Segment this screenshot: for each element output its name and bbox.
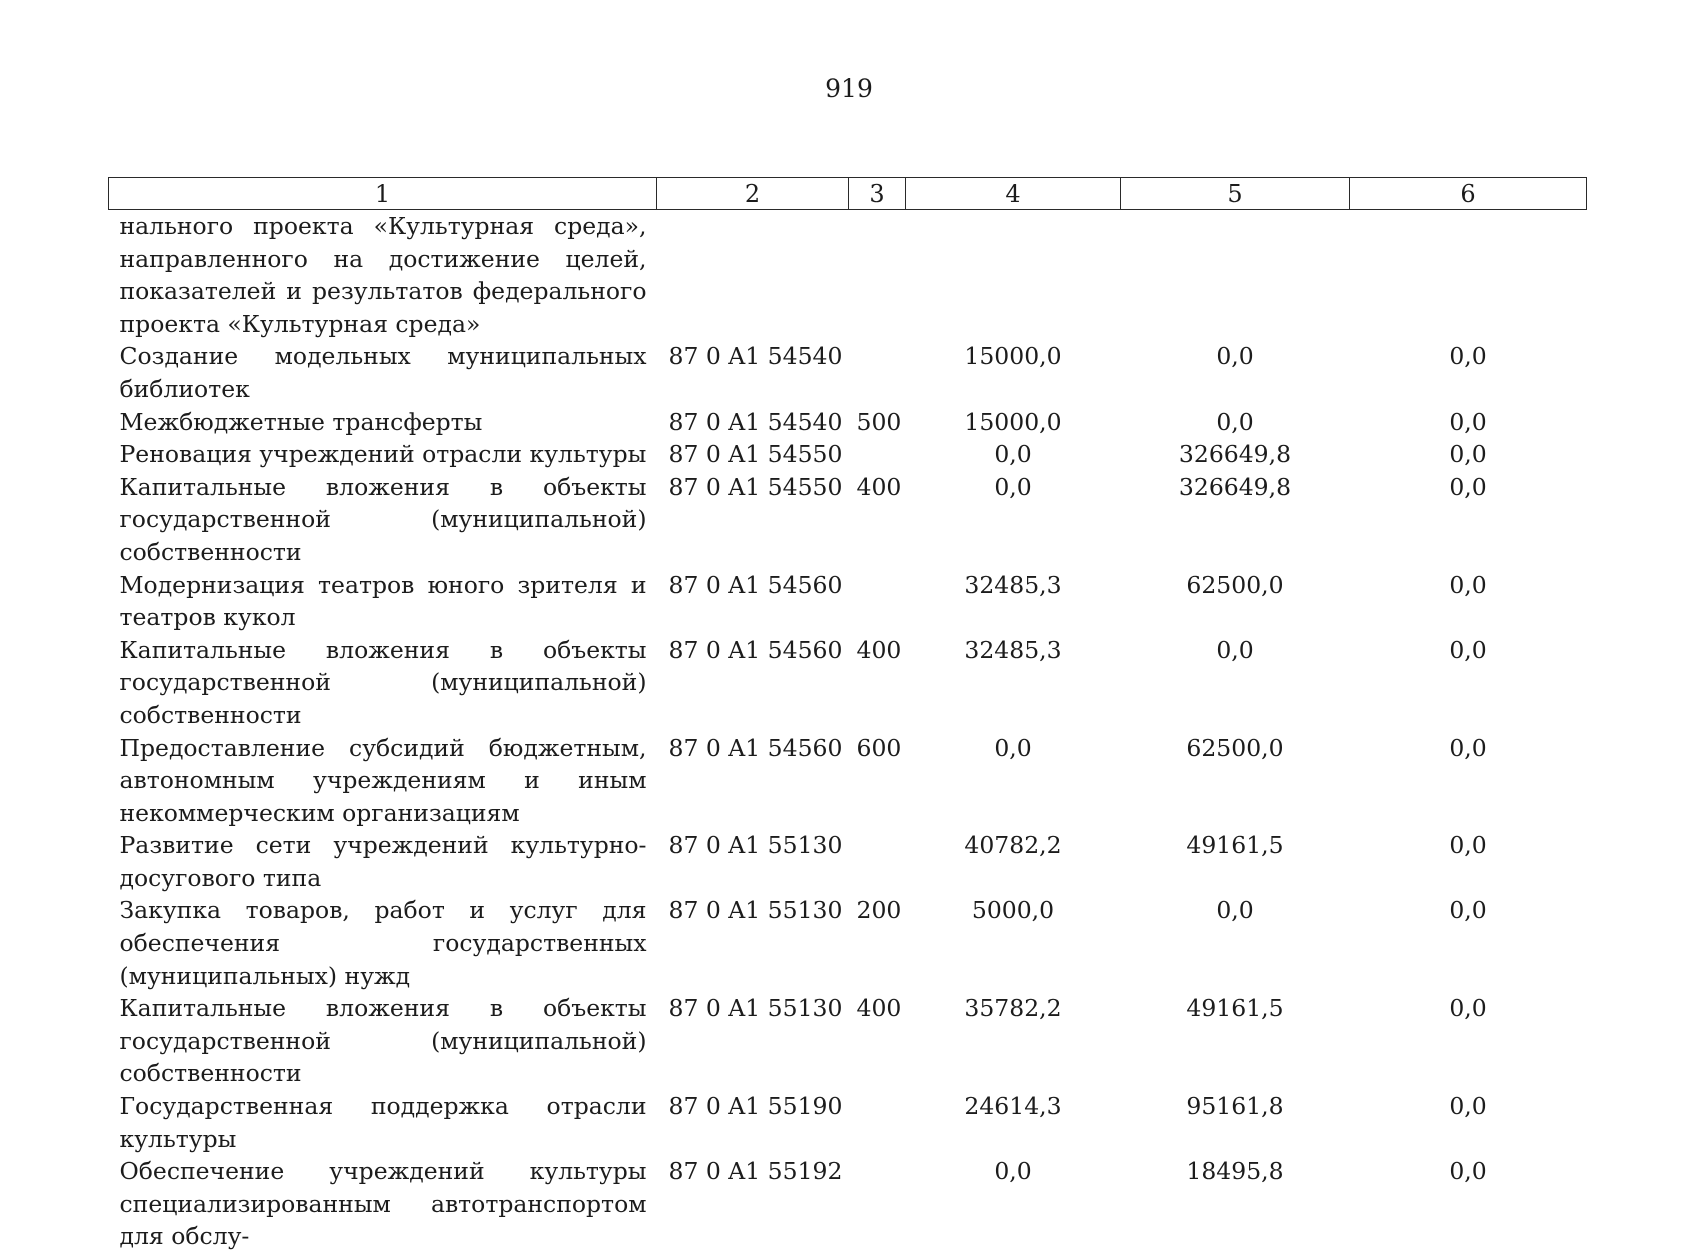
row-expense-type: 400 [849, 992, 906, 1090]
table-row [109, 210, 1587, 341]
row-value-4: 40782,2 [906, 829, 1121, 894]
row-expense-type [849, 340, 906, 405]
row-value-6: 0,0 [1350, 1155, 1587, 1253]
table-row [109, 471, 1587, 569]
row-expense-type [849, 438, 906, 471]
row-name: Реновация учреждений отрасли культуры [109, 438, 657, 471]
row-value-5: 326649,8 [1121, 438, 1350, 471]
row-value-4: 0,0 [906, 471, 1121, 569]
row-value-5: 62500,0 [1121, 569, 1350, 634]
row-value-4: 0,0 [906, 1155, 1121, 1253]
header-row [109, 178, 1587, 210]
row-value-6: 0,0 [1350, 471, 1587, 569]
row-code: 87 0 A1 55192 [657, 1155, 849, 1253]
row-code: 87 0 A1 54560 [657, 732, 849, 830]
row-value-4: 24614,3 [906, 1090, 1121, 1155]
row-expense-type [849, 1155, 906, 1253]
row-name: Создание модельных муниципальных библиотек [109, 340, 657, 405]
row-name: Модернизация театров юного зрителя и театров кукол [109, 569, 657, 634]
row-value-4: 5000,0 [906, 894, 1121, 992]
row-value-5: 0,0 [1121, 406, 1350, 439]
row-value-5: 49161,5 [1121, 992, 1350, 1090]
row-value-6: 0,0 [1350, 829, 1587, 894]
row-expense-type [849, 210, 906, 341]
row-value-5: 0,0 [1121, 634, 1350, 732]
row-code: 87 0 A1 55190 [657, 1090, 849, 1155]
row-code [657, 210, 849, 341]
row-value-6: 0,0 [1350, 438, 1587, 471]
row-value-5: 49161,5 [1121, 829, 1350, 894]
row-expense-type [849, 829, 906, 894]
row-code: 87 0 A1 55130 [657, 829, 849, 894]
row-expense-type: 500 [849, 406, 906, 439]
row-value-5: 95161,8 [1121, 1090, 1350, 1155]
row-code: 87 0 A1 54540 [657, 406, 849, 439]
row-value-4: 0,0 [906, 438, 1121, 471]
row-name: Закупка товаров, работ и услуг для обеспечения государственных (муниципальных) нужд [109, 894, 657, 992]
row-value-6: 0,0 [1350, 992, 1587, 1090]
header-col-4: 4 [906, 178, 1121, 210]
row-value-6: 0,0 [1350, 634, 1587, 732]
page-number: 919 [0, 74, 1698, 104]
header-col-2: 2 [657, 178, 849, 210]
row-name: Капитальные вложения в объекты государственной (муниципальной) собственности [109, 471, 657, 569]
row-code: 87 0 A1 54550 [657, 438, 849, 471]
row-name: Межбюджетные трансферты [109, 406, 657, 439]
header-col-3: 3 [849, 178, 906, 210]
row-expense-type: 400 [849, 634, 906, 732]
row-name: Развитие сети учреждений культурно-досугового типа [109, 829, 657, 894]
row-expense-type: 200 [849, 894, 906, 992]
table-row [109, 569, 1587, 634]
table-row [109, 732, 1587, 830]
row-value-5: 0,0 [1121, 340, 1350, 405]
table-row [109, 992, 1587, 1090]
row-name: Предоставление субсидий бюджетным, автономным учреждениям и иным некоммерческим организациям [109, 732, 657, 830]
header-col-1: 1 [109, 178, 657, 210]
row-value-4: 15000,0 [906, 406, 1121, 439]
row-value-6: 0,0 [1350, 732, 1587, 830]
row-name: нального проекта «Культурная среда», направленного на достижение целей, показателей и результатов федерального проекта «Культурная среда» [109, 210, 657, 341]
row-value-5 [1121, 210, 1350, 341]
table-row [109, 1155, 1587, 1253]
header-col-5: 5 [1121, 178, 1350, 210]
row-value-4: 15000,0 [906, 340, 1121, 405]
row-expense-type: 400 [849, 471, 906, 569]
row-value-6: 0,0 [1350, 894, 1587, 992]
header-col-6: 6 [1350, 178, 1587, 210]
table-header [109, 178, 1587, 210]
row-name: Капитальные вложения в объекты государственной (муниципальной) собственности [109, 634, 657, 732]
row-value-6: 0,0 [1350, 1090, 1587, 1155]
table-row [109, 634, 1587, 732]
row-value-6 [1350, 210, 1587, 341]
row-name: Государственная поддержка отрасли культуры [109, 1090, 657, 1155]
row-code: 87 0 A1 54560 [657, 634, 849, 732]
table-row [109, 438, 1587, 471]
table-body [109, 210, 1587, 1253]
row-expense-type: 600 [849, 732, 906, 830]
row-value-5: 0,0 [1121, 894, 1350, 992]
row-value-6: 0,0 [1350, 340, 1587, 405]
row-expense-type [849, 1090, 906, 1155]
row-value-6: 0,0 [1350, 406, 1587, 439]
row-code: 87 0 A1 54550 [657, 471, 849, 569]
row-value-4 [906, 210, 1121, 341]
row-name: Капитальные вложения в объекты государственной (муниципальной) собственности [109, 992, 657, 1090]
row-expense-type [849, 569, 906, 634]
budget-table [108, 177, 1587, 1253]
table-row [109, 829, 1587, 894]
table-row [109, 406, 1587, 439]
row-value-4: 35782,2 [906, 992, 1121, 1090]
table-row [109, 894, 1587, 992]
row-value-4: 32485,3 [906, 569, 1121, 634]
row-code: 87 0 A1 55130 [657, 894, 849, 992]
row-code: 87 0 A1 55130 [657, 992, 849, 1090]
row-value-5: 18495,8 [1121, 1155, 1350, 1253]
row-code: 87 0 A1 54560 [657, 569, 849, 634]
row-value-4: 32485,3 [906, 634, 1121, 732]
table-row [109, 1090, 1587, 1155]
row-value-6: 0,0 [1350, 569, 1587, 634]
row-value-4: 0,0 [906, 732, 1121, 830]
row-name: Обеспечение учреждений культуры специализированным автотранспортом для обслу- [109, 1155, 657, 1253]
row-value-5: 62500,0 [1121, 732, 1350, 830]
table-row [109, 340, 1587, 405]
row-value-5: 326649,8 [1121, 471, 1350, 569]
row-code: 87 0 A1 54540 [657, 340, 849, 405]
